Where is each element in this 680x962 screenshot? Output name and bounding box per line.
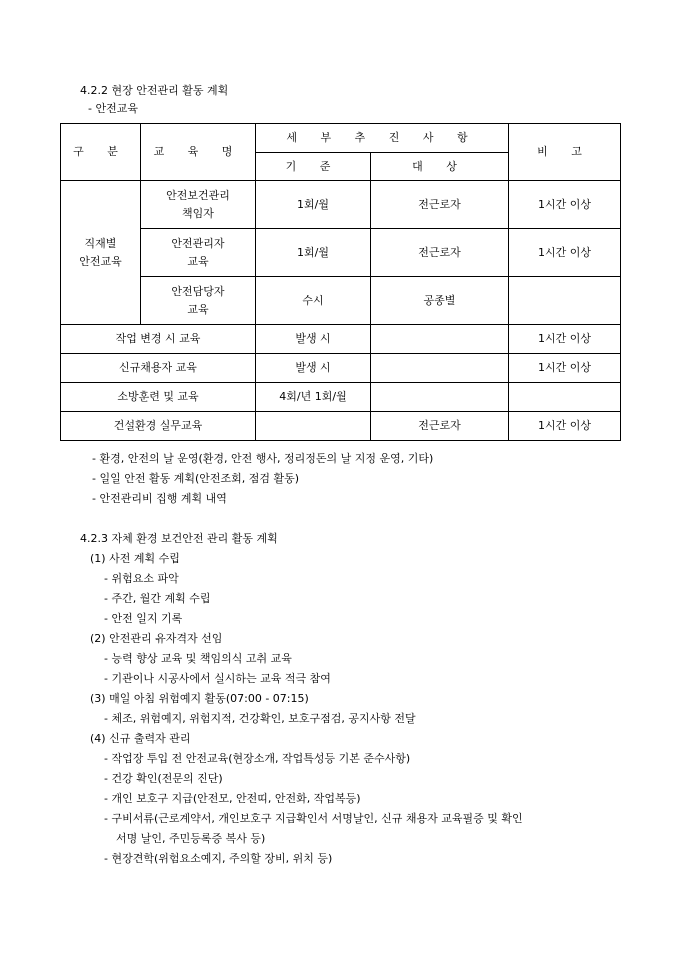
table-cell-criteria	[256, 412, 371, 441]
section-heading-4-2-2: 4.2.2 현장 안전관리 활동 계획	[80, 84, 229, 97]
table-cell-target: 전근로자	[371, 181, 509, 229]
item-title: (1) 사전 계획 수립	[90, 552, 180, 565]
item-sub: - 현장견학(위험요소예지, 주의할 장비, 위치 등)	[104, 852, 333, 865]
item-sub: - 능력 향상 교육 및 책임의식 고취 교육	[104, 652, 292, 665]
bullet-item: - 환경, 안전의 날 운영(환경, 안전 행사, 정리정돈의 날 지정 운영, 기타)	[92, 452, 434, 465]
header-education-name: 교 육 명	[141, 124, 256, 181]
table-cell-criteria: 발생 시	[256, 354, 371, 383]
table-cell-name: 안전관리자 교육	[141, 229, 256, 277]
item-sub: - 기관이나 시공사에서 실시하는 교육 적극 참여	[104, 672, 331, 685]
table-cell-target	[371, 354, 509, 383]
table-cell-target: 전근로자	[371, 412, 509, 441]
item-sub: - 구비서류(근로계약서, 개인보호구 지급확인서 서명날인, 신규 채용자 교육필증 및 확인	[104, 812, 523, 825]
table-cell-name: 작업 변경 시 교육	[61, 325, 256, 354]
header-criteria: 기 준	[256, 153, 371, 181]
header-detail: 세 부 추 진 사 항	[256, 124, 509, 153]
table-cell-target	[371, 383, 509, 412]
table-cell-name: 소방훈련 및 교육	[61, 383, 256, 412]
table-cell-criteria: 발생 시	[256, 325, 371, 354]
table-cell-name: 안전담당자 교육	[141, 277, 256, 325]
header-target: 대 상	[371, 153, 509, 181]
table-cell-name: 안전보건관리 책임자	[141, 181, 256, 229]
table-cell-criteria: 1회/월	[256, 229, 371, 277]
item-sub: - 체조, 위험예지, 위험지적, 건강확인, 보호구점검, 공지사항 전달	[104, 712, 416, 725]
table-cell-target	[371, 325, 509, 354]
table-cell-name: 건설환경 실무교육	[61, 412, 256, 441]
table-cell-remark	[509, 277, 621, 325]
group-label: 직재별 안전교육	[61, 181, 141, 325]
bullet-item: - 일일 안전 활동 계획(안전조회, 점검 활동)	[92, 472, 300, 485]
table-cell-target: 전근로자	[371, 229, 509, 277]
item-sub: - 건강 확인(전문의 진단)	[104, 772, 223, 785]
bullet-item: - 안전관리비 집행 계획 내역	[92, 492, 227, 505]
table-cell-criteria: 1회/월	[256, 181, 371, 229]
item-sub: - 안전 일지 기록	[104, 612, 183, 625]
table-cell-remark: 1시간 이상	[509, 181, 621, 229]
table-cell-name: 신규채용자 교육	[61, 354, 256, 383]
subsection-safety-education: - 안전교육	[88, 102, 138, 115]
header-remark: 비 고	[509, 124, 621, 181]
table-cell-criteria: 수시	[256, 277, 371, 325]
item-sub-continued: 서명 날인, 주민등록증 복사 등)	[116, 832, 266, 845]
table-cell-target: 공종별	[371, 277, 509, 325]
table-cell-criteria: 4회/년 1회/월	[256, 383, 371, 412]
table-cell-remark: 1시간 이상	[509, 229, 621, 277]
item-title: (3) 매일 아침 위험예지 활동(07:00 - 07:15)	[90, 692, 309, 705]
item-sub: - 위험요소 파악	[104, 572, 179, 585]
item-title: (4) 신규 출력자 관리	[90, 732, 191, 745]
table-cell-remark	[509, 383, 621, 412]
table-cell-remark: 1시간 이상	[509, 354, 621, 383]
table-cell-remark: 1시간 이상	[509, 412, 621, 441]
item-sub: - 개인 보호구 지급(안전모, 안전띠, 안전화, 작업복등)	[104, 792, 361, 805]
item-sub: - 작업장 투입 전 안전교육(현장소개, 작업특성등 기본 준수사항)	[104, 752, 411, 765]
item-title: (2) 안전관리 유자격자 선임	[90, 632, 223, 645]
section-heading-4-2-3: 4.2.3 자체 환경 보건안전 관리 활동 계획	[80, 532, 278, 545]
education-table	[60, 123, 621, 441]
item-sub: - 주간, 월간 계획 수립	[104, 592, 211, 605]
header-gubun: 구 분	[61, 124, 141, 181]
table-cell-remark: 1시간 이상	[509, 325, 621, 354]
